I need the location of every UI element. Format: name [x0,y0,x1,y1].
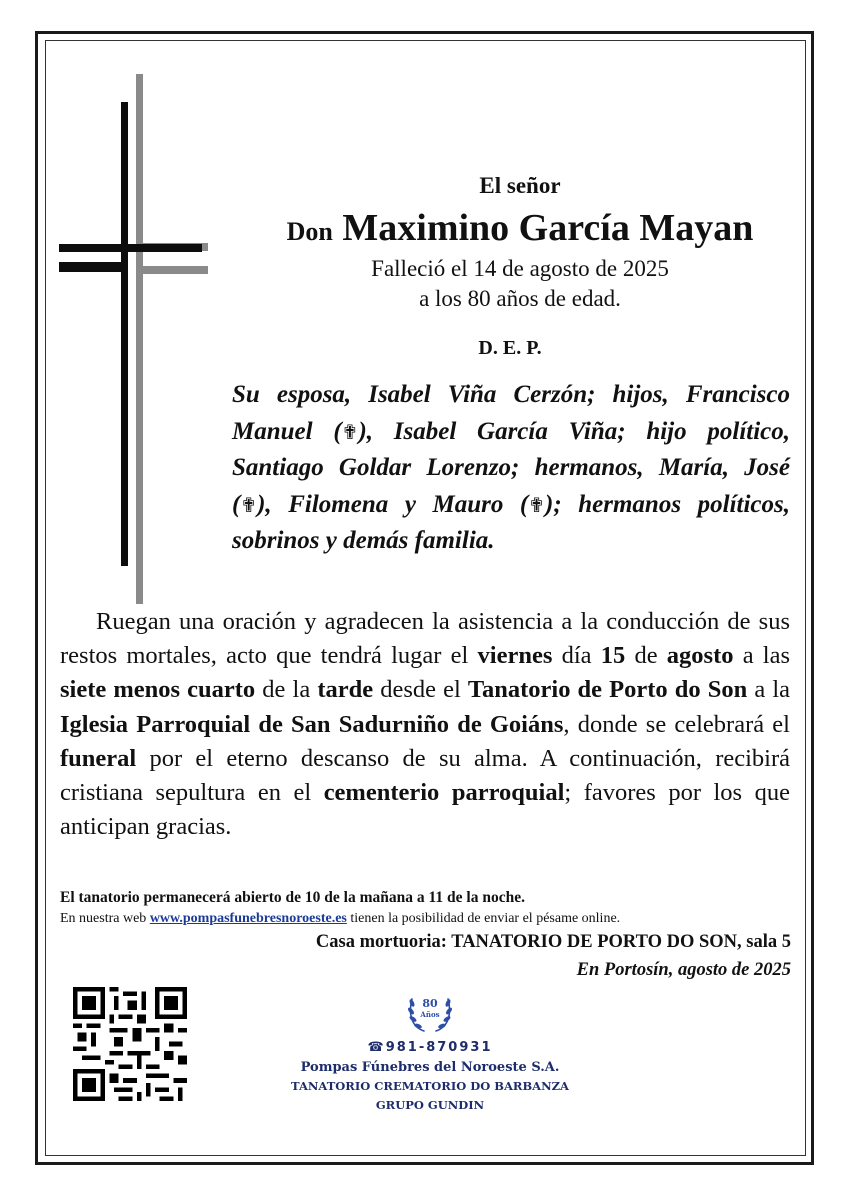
time-of-day: tarde [317,676,374,704]
cross-gray-bar-bottom [136,266,208,274]
laurel-80-years-logo [404,987,456,1035]
body-text: de la [255,676,318,704]
cross-black-bar-top [59,244,202,252]
church: Iglesia Parroquial de San Sadurniño de Goiáns [60,710,564,738]
body-text: a la [747,676,791,704]
family-text-3: ), Filomena y Mauro ( [257,490,529,518]
honorific: Don [286,217,333,246]
ceremony-details [60,605,790,844]
month: agosto [666,642,734,670]
family-text-4: ); hermanos políticos, sobrinos y demás familia. [232,490,790,554]
opening-hours: El tanatorio permanecerá abierto de 10 de la mañana a 11 de la noche. [60,889,525,906]
cross-black-bar-bottom [59,262,125,272]
small-cross-icon: ✟ [528,492,546,517]
body-text: ; favores por los que anticipan gracias. [60,779,790,841]
origin-place: Tanatorio de Porto do Son [467,676,748,704]
small-cross-icon: ✟ [240,492,258,517]
phone-line [300,1040,560,1055]
cross-gray-vertical [136,74,143,604]
age: a los 80 años de edad. [419,286,621,311]
body-text: de [625,642,667,670]
company-name: Pompas Fúnebres del Noroeste S.A. [300,1060,560,1075]
family-text-2: ), Isabel García Viña; hijo político, Santiago Goldar Lorenzo; hermanos, María, José ( [232,417,791,518]
time: siete menos cuarto [60,676,256,704]
body-text: desde el [373,676,468,704]
website-link[interactable]: www.pompasfunebresnoroeste.es [149,911,347,926]
death-date: Falleció el 14 de agosto de 2025 [371,256,669,281]
day-of-week: viernes [477,642,553,670]
day-number: 15 [600,642,626,670]
cemetery: cementerio parroquial [323,779,565,807]
qr-code[interactable] [73,987,187,1101]
phone-number[interactable]: 981-870931 [385,1040,493,1055]
mortuary-house: Casa mortuoria: TANATORIO DE PORTO DO SON, sala 5 [315,932,791,952]
logo-years: Años [420,1010,440,1019]
family-list [232,377,790,560]
logo-number: 80 [422,997,438,1010]
body-text: por el eterno descanso de su alma. A continuación, recibirá cristiana sepultura en el [60,744,790,807]
web-prefix: En nuestra web [60,911,150,926]
small-cross-icon: ✟ [341,419,359,444]
funeral: funeral [60,744,137,772]
web-suffix: tienen la posibilidad de enviar el pésame online. [346,911,621,926]
title-prefix: El señor [479,173,561,198]
body-text: , donde se celebrará el [563,710,790,738]
body-text: Ruegan una oración y agradecen la asistencia a la conducción de sus restos mortales, acto que tendrá lugar el [60,608,790,670]
place-date: En Portosín, agosto de 2025 [576,960,791,980]
deceased-name: Maximino García Mayan [342,207,754,249]
company-line-2: TANATORIO CREMATORIO DO BARBANZA [291,1079,569,1093]
phone-icon: ☎ [367,1040,386,1055]
web-line [60,911,620,927]
family-text-1: Su esposa, Isabel Viña Cerzón; hijos, Francisco Manuel ( [232,381,790,445]
company-line-3: GRUPO GUNDIN [375,1098,485,1112]
body-text: a las [733,642,791,670]
dep-text: D. E. P. [478,337,542,359]
body-text: día [552,642,601,670]
cross-black-vertical [121,102,128,566]
deceased-name-line [240,206,800,250]
